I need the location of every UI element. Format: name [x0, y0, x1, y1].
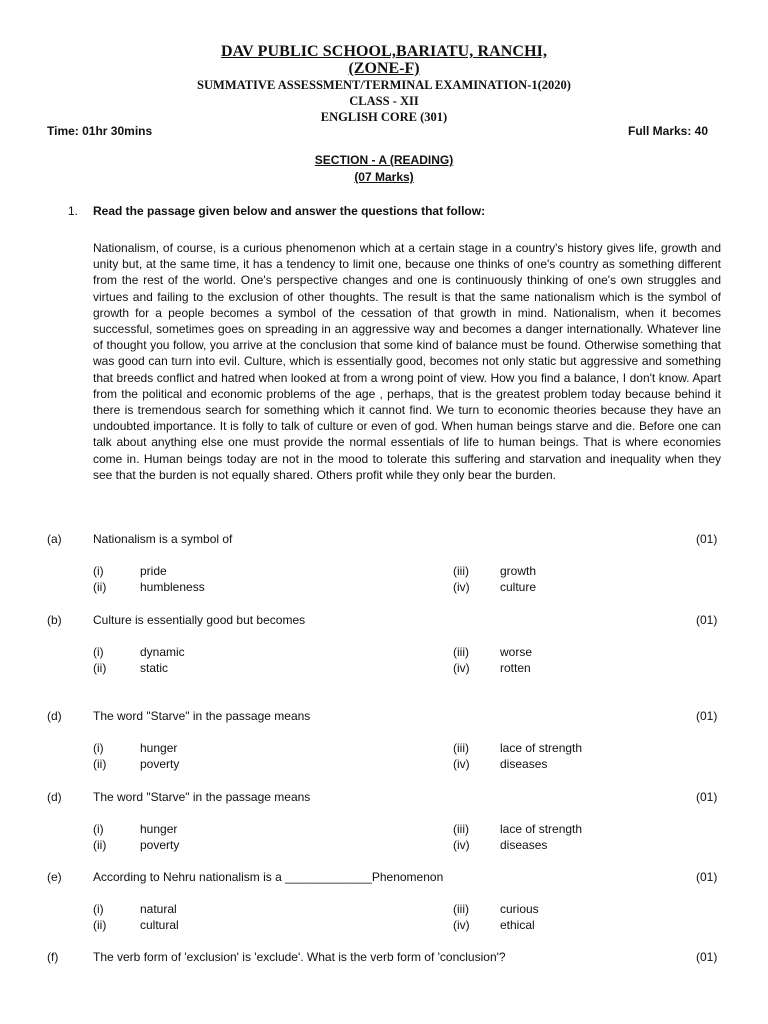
option-number: (iii): [453, 822, 469, 836]
option-number: (iii): [453, 741, 469, 755]
time-label: Time: 01hr 30mins: [47, 124, 153, 138]
question-marks: (01): [696, 532, 718, 546]
question-marks: (01): [696, 709, 718, 723]
zone-label: (ZONE-F): [348, 60, 420, 77]
option-number: (iv): [453, 838, 470, 852]
question-text: The verb form of 'exclusion' is 'exclude'. What is the verb form of 'conclusion'?: [93, 950, 506, 964]
option-text: culture: [500, 580, 537, 594]
option-text: static: [140, 661, 169, 675]
question-label: (f): [47, 950, 59, 964]
option-number: (iv): [453, 661, 470, 675]
option-text: lace of strength: [500, 741, 583, 755]
question-instruction: Read the passage given below and answer the questions that follow:: [93, 204, 486, 218]
option-text: hunger: [140, 822, 178, 836]
option-text: pride: [140, 564, 167, 578]
subject-label: ENGLISH CORE (301): [320, 110, 448, 124]
question-marks: (01): [696, 613, 718, 627]
option-number: (ii): [93, 580, 107, 594]
question-marks: (01): [696, 870, 718, 884]
option-text: cultural: [140, 918, 179, 932]
option-number: (iii): [453, 564, 469, 578]
option-number: (ii): [93, 661, 107, 675]
option-number: (ii): [93, 757, 107, 771]
option-text: ethical: [500, 918, 535, 932]
question-marks: (01): [696, 950, 718, 964]
full-marks-label: Full Marks: 40: [628, 124, 709, 138]
option-number: (iv): [453, 757, 470, 771]
option-text: rotten: [500, 661, 531, 675]
option-number: (i): [93, 902, 104, 916]
option-number: (ii): [93, 918, 107, 932]
option-text: diseases: [500, 838, 548, 852]
school-name: DAV PUBLIC SCHOOL,BARIATU, RANCHI,: [220, 43, 548, 60]
option-number: (iv): [453, 580, 470, 594]
exam-title: SUMMATIVE ASSESSMENT/TERMINAL EXAMINATION-1(2020): [197, 78, 571, 92]
option-number: (i): [93, 645, 104, 659]
question-label: (a): [47, 532, 62, 546]
option-number: (i): [93, 564, 104, 578]
class-label: CLASS - XII: [349, 94, 419, 108]
option-number: (i): [93, 741, 104, 755]
question-text: According to Nehru nationalism is a _____________Phenomenon: [93, 870, 444, 884]
option-text: worse: [500, 645, 533, 659]
question-label: (d): [47, 790, 62, 804]
option-text: poverty: [140, 838, 180, 852]
option-text: dynamic: [140, 645, 185, 659]
option-number: (iv): [453, 918, 470, 932]
question-label: (b): [47, 613, 62, 627]
option-text: diseases: [500, 757, 548, 771]
question-text: Culture is essentially good but becomes: [93, 613, 306, 627]
question-marks: (01): [696, 790, 718, 804]
option-number: (i): [93, 822, 104, 836]
option-number: (iii): [453, 902, 469, 916]
question-text: The word "Starve" in the passage means: [93, 709, 311, 723]
section-title: SECTION - A (READING): [314, 153, 454, 167]
question-text: Nationalism is a symbol of: [93, 532, 233, 546]
option-text: humbleness: [140, 580, 205, 594]
option-text: hunger: [140, 741, 178, 755]
option-text: curious: [500, 902, 539, 916]
section-marks: (07 Marks): [354, 170, 414, 184]
question-text: The word "Starve" in the passage means: [93, 790, 311, 804]
question-number: 1.: [68, 204, 79, 218]
option-text: poverty: [140, 757, 180, 771]
question-label: (e): [47, 870, 62, 884]
option-text: natural: [140, 902, 177, 916]
reading-passage: Nationalism, of course, is a curious phenomenon which at a certain stage in a country's history gives life, growth and unity but, at the same time, it has a tendency to limit one, because one thinks of one's country as something different from the rest of the world. One's perspective changes and one is continuously thinking of one's own struggles and virtues and failing to the exclusion of other thoughts. The result is that the same nationalism which is the symbol of growth for a people becomes a symbol of the cessation of that growth in mind. Nationalism, when it becomes successful, sometimes goes on spreading in an aggressive way and becomes a danger internationally. Whatever line of thought you follow, you arrive at the conclusion that some kind of balance must be found. Otherwise something that was good can turn into evil. Culture, which is essentially good, becomes not only static but aggressive and something that breeds conflict and hatred when looked at from a wrong point of view. How you find a balance, I don't know. Apart from the political and economic problems of the age , perhaps, that is the greatest problem today because behind it there is tremendous search for something which it cannot find. We turn to economic theories because they have an undoubted importance. It is folly to talk of culture or even of god. When human beings starve and die. Before one can talk about anything else one must provide the normal essentials of life to human beings. That is where economies come in. Human beings today are not in the mood to tolerate this suffering and starvation and inequality when they see that the burden is not equally shared. Others profit while they only bear the burden.: [93, 241, 721, 482]
option-text: growth: [500, 564, 537, 578]
question-label: (d): [47, 709, 62, 723]
option-number: (ii): [93, 838, 107, 852]
option-number: (iii): [453, 645, 469, 659]
option-text: lace of strength: [500, 822, 583, 836]
